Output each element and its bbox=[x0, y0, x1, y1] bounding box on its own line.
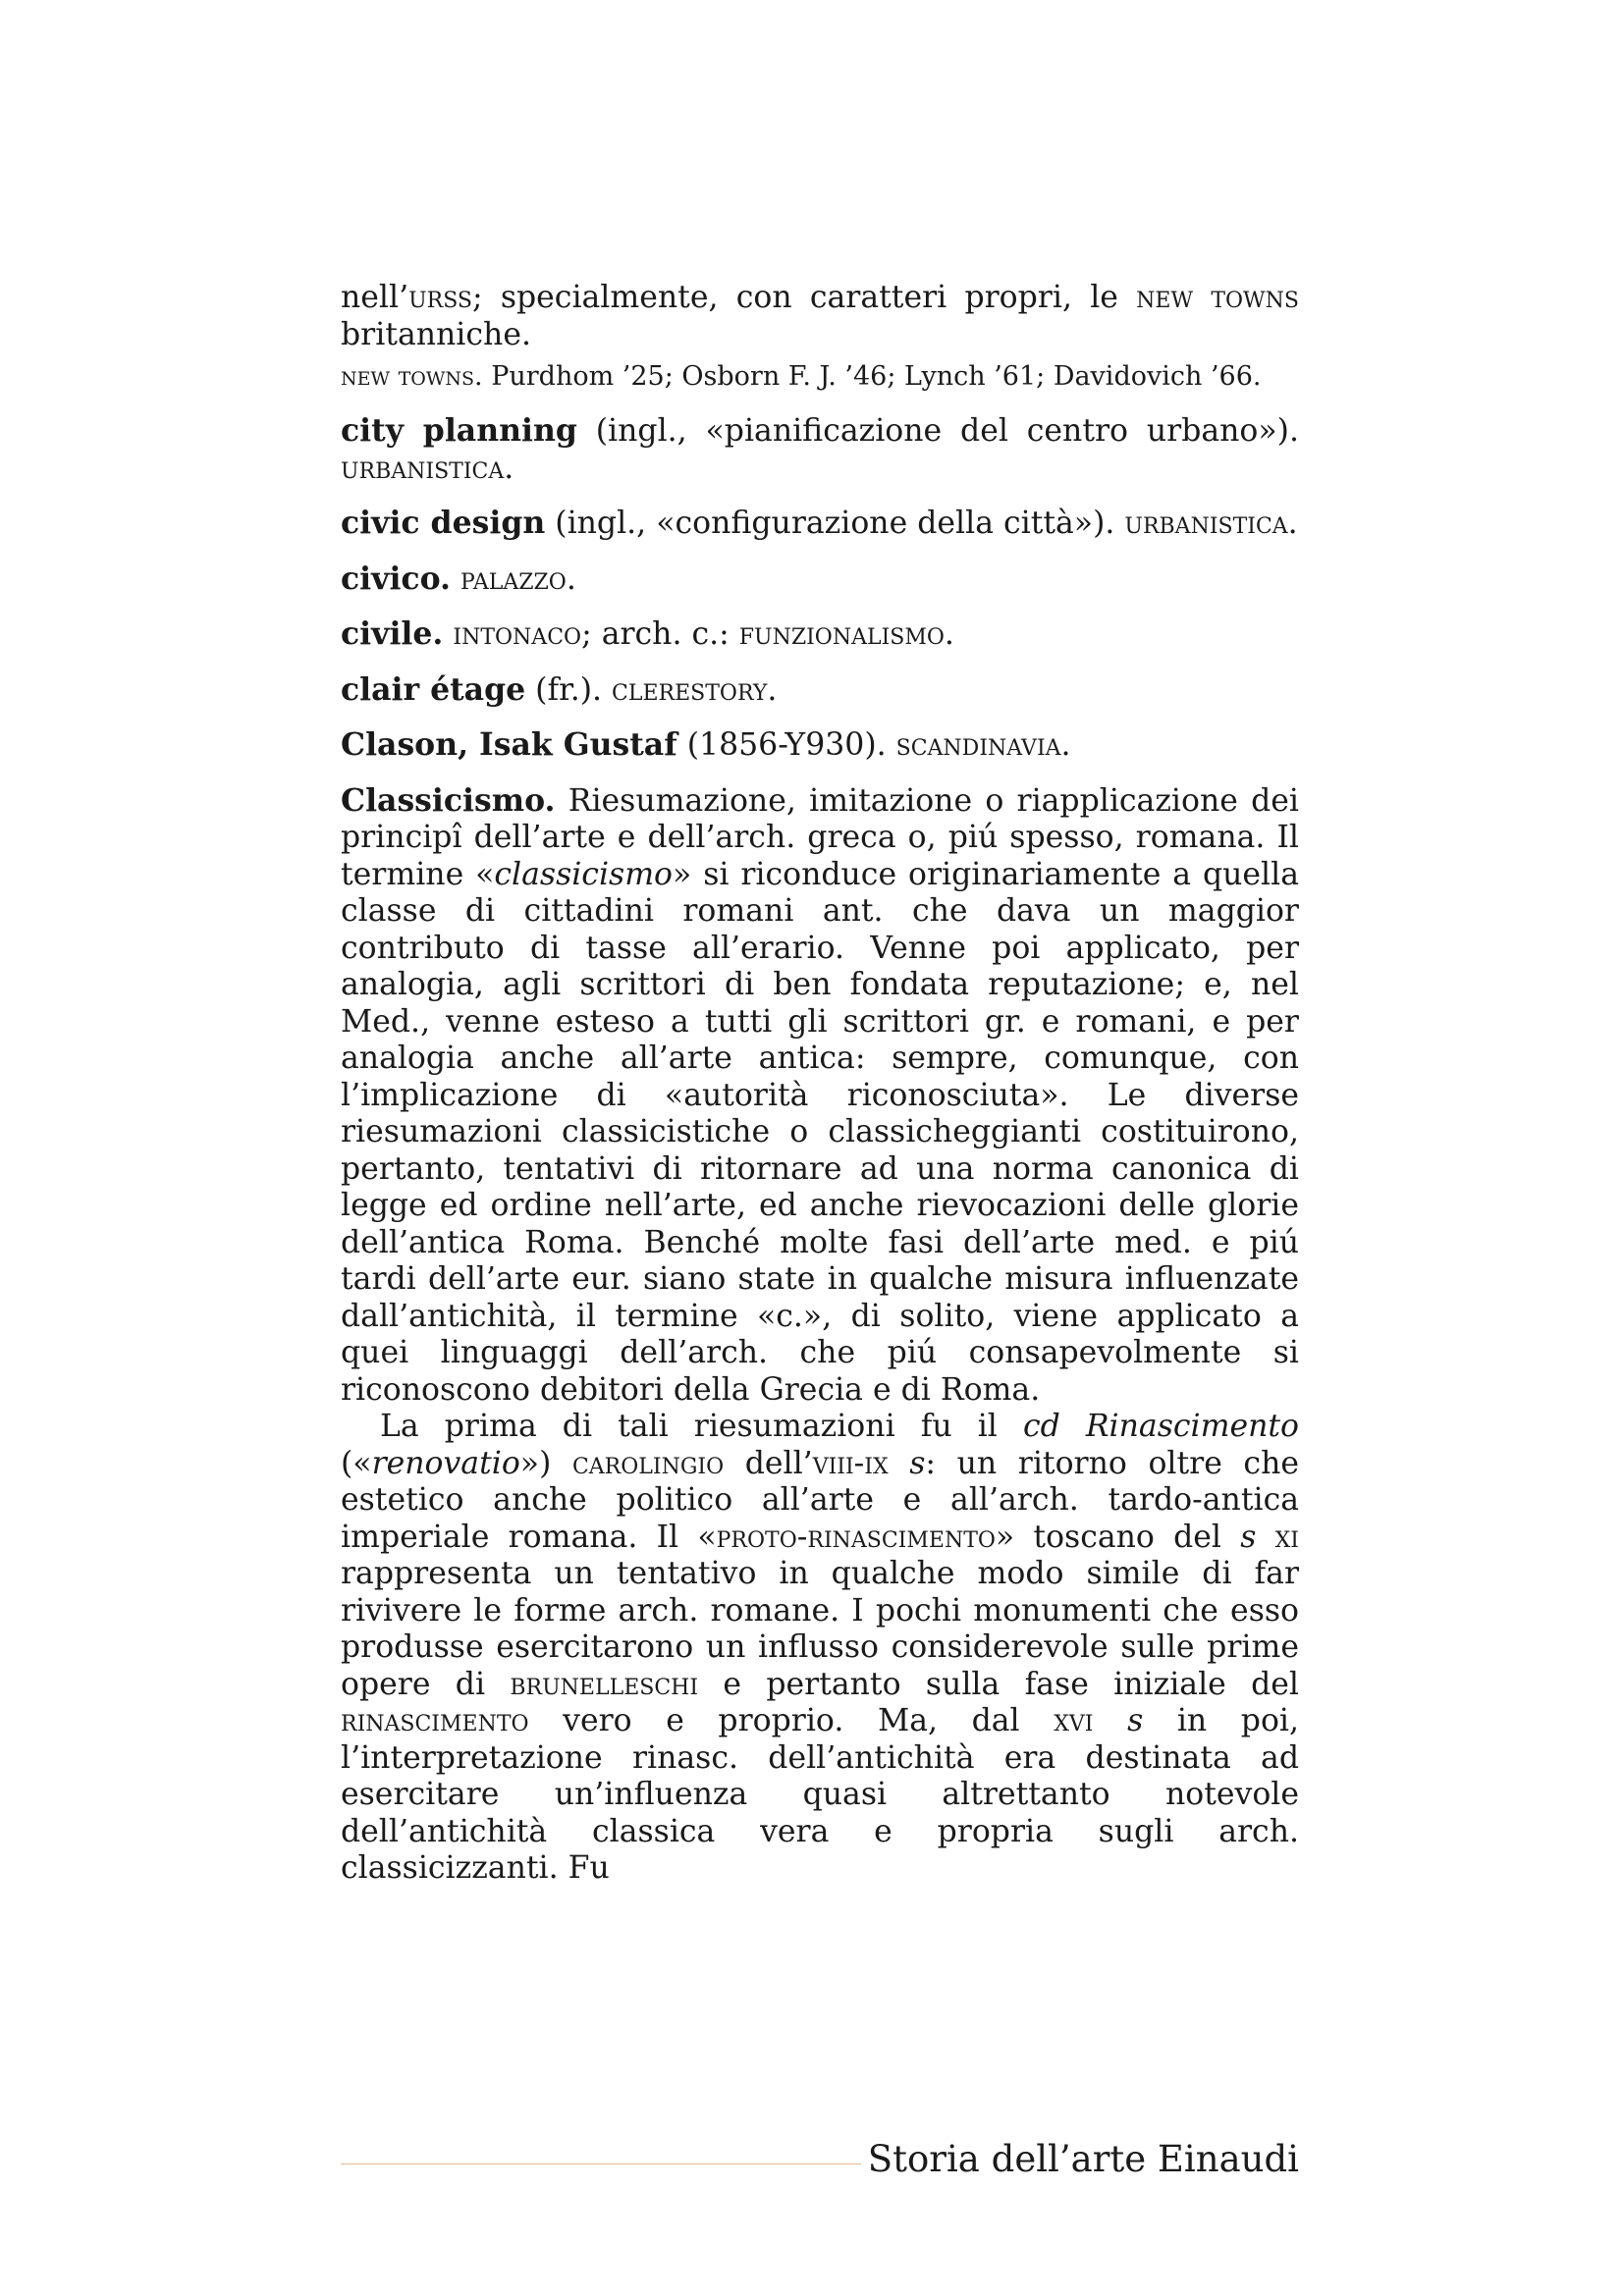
classicismo-paragraph-1: Classicismo. Riesumazione, imitazione o riapplicazione dei principî dell’arte e dell’arch. greca o, piú spesso, romana. Il termine «classicismo» si riconduce originariamente a quella classe di cittadini romani ant. che dava un maggior contributo di tasse all’erario. Venne poi applicato, per analogia, agli scrittori di ben fondata reputazione; e, nel Med., venne esteso a tutti gli scrittori gr. e romani, e per analogia anche all’arte antica: sempre, comunque, con l’implicazione di «autorità riconosciuta». Le diverse riesumazioni classicistiche o classicheggianti costituirono, pertanto, tentativi di ritornare ad una norma canonica di legge ed ordine nell’arte, ed anche rievocazioni delle glorie dell’antica Roma. Benché molte fasi dell’arte med. e piú tardi dell’arte eur. siano state in qualche misura influenzate dall’antichità, il termine «c.», di solito, viene applicato a quei linguaggi dell’arch. che piú consapevolmente si riconoscono debitori della Grecia e di Roma. bbox=[341, 781, 1299, 1408]
dictionary-page bbox=[341, 280, 1299, 1888]
footer-title: Storia dell’arte Einaudi bbox=[867, 2138, 1299, 2180]
headword: civile. bbox=[341, 615, 444, 652]
cross-reference: urbanistica. bbox=[1124, 506, 1298, 541]
footer-rule bbox=[341, 2163, 861, 2164]
headword: civico. bbox=[341, 560, 452, 597]
entry-civic-design: civic design (ingl., «configurazione della città»). urbanistica. bbox=[341, 505, 1298, 541]
page-footer bbox=[341, 2128, 1299, 2187]
cross-reference: urbanistica. bbox=[341, 450, 514, 486]
headword: civic design bbox=[341, 505, 546, 541]
entry-new-towns-continuation: nell’urss; specialmente, con caratteri propri, le new towns britanniche. bbox=[341, 280, 1299, 352]
entry-clair-etage: clair étage (fr.). clerestory. bbox=[341, 670, 778, 708]
cross-reference: scandinavia. bbox=[895, 727, 1071, 763]
entry-classicismo bbox=[341, 782, 1299, 1888]
headword: Classicismo. bbox=[341, 781, 556, 819]
cross-reference: funzionalismo. bbox=[738, 616, 954, 652]
headword: city planning bbox=[341, 412, 577, 449]
cross-reference: palazzo. bbox=[451, 561, 576, 597]
classicismo-paragraph-2: La prima di tali riesumazioni fu il cd Rinascimento («renovatio») carolingio dell’viii-ix s: un ritorno oltre che estetico anche politico all’arte e all’arch. tardo-antica imperiale romana. Il «proto-rinascimento» toscano del s xi rappresenta un tentativo in qualche modo simile di far rivivere le forme arch. romane. I pochi monumenti che esso produsse esercitarono un influsso considerevole sulle prime opere di brunelleschi e pertanto sulla fase iniziale del rinascimento vero e proprio. Ma, dal xvi s in poi, l’interpretazione rinasc. dell’antichità era destinata ad esercitare un’influenza quasi altrettanto notevole dell’antichità classica vera e propria sugli arch. classicizzanti. Fu bbox=[341, 1409, 1300, 1886]
entry-city-planning: city planning (ingl., «pianificazione del centro urbano»). urbanistica. bbox=[341, 412, 1299, 486]
cross-reference: clerestory. bbox=[612, 671, 778, 708]
headword: Clason, Isak Gustaf bbox=[341, 726, 677, 763]
entry-civile: civile. intonaco; arch. c.: funzionalismo. bbox=[341, 615, 954, 652]
cross-reference: intonaco bbox=[443, 616, 582, 652]
headword: clair étage bbox=[341, 670, 526, 708]
entry-civico bbox=[341, 561, 1299, 599]
entry-new-towns-bibliography: new towns. Purdhom ’25; Osborn F. J. ’46; Lynch ’61; Davidovich ’66. bbox=[341, 361, 1262, 392]
entry-clason: Clason, Isak Gustaf (1856-Y930). scandinavia. bbox=[341, 726, 1071, 763]
